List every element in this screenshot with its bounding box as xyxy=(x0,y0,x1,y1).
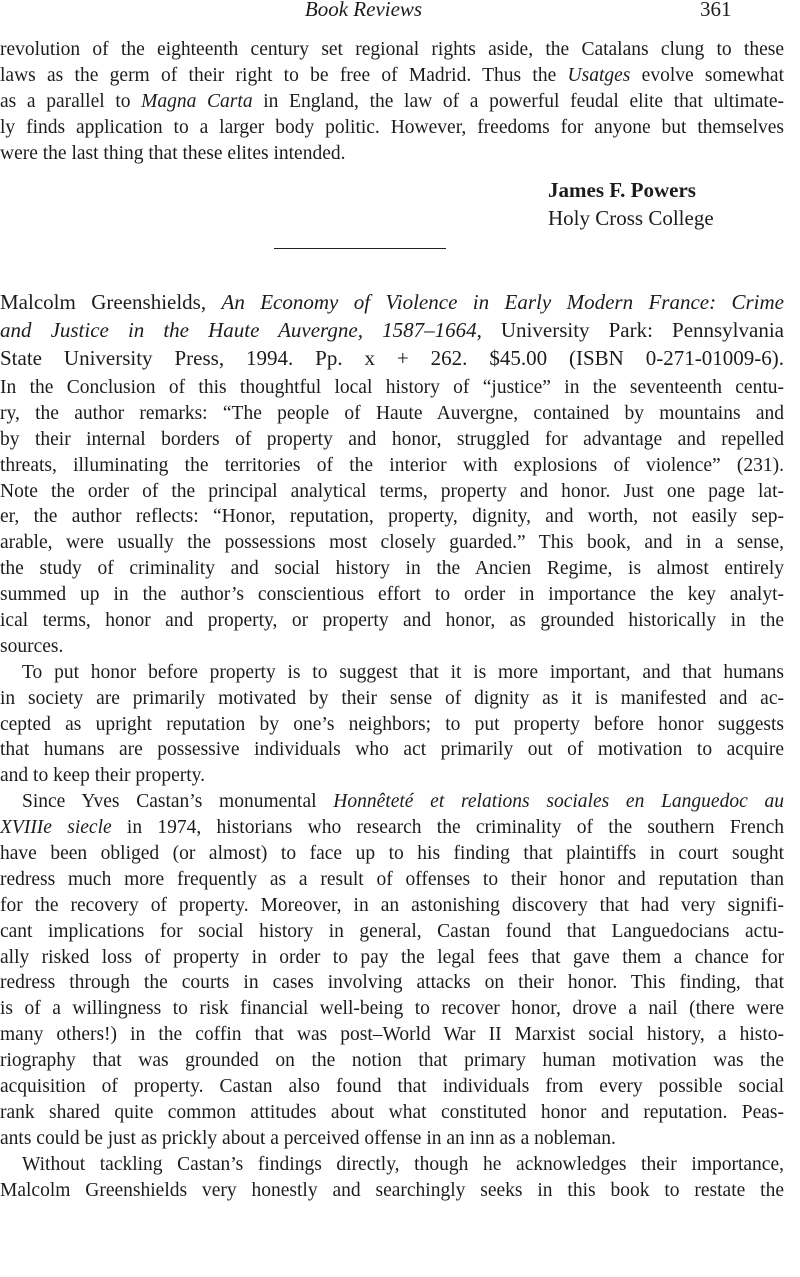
running-header xyxy=(0,0,800,24)
text-run: sources. xyxy=(0,635,64,657)
review-body-line xyxy=(0,945,784,971)
review-body xyxy=(0,375,784,1204)
review-body-line xyxy=(0,530,784,556)
text-run: State University Press, 1994. Pp. x + 262. $45.00 (ISBN 0-271-01009-6). xyxy=(0,346,784,370)
text-run: Malcolm Greenshields very honestly and searchingly seeks in this book to restate the xyxy=(0,1179,784,1201)
text-run: ry, the author remarks: “The people of Haute Auvergne, contained by mountains and xyxy=(0,402,784,424)
previous-review-ending xyxy=(0,37,784,166)
review-body-line xyxy=(0,479,784,505)
review-body-line xyxy=(0,686,784,712)
text-run: in 1974, historians who research the criminality of the southern French xyxy=(111,817,784,839)
text-run: revolution of the eighteenth century set regional rights aside, the Catalans clung to these xyxy=(0,39,784,60)
italic-title: XVIIIe siecle xyxy=(0,817,112,839)
text-run: many others!) in the coffin that was post–World War II Marxist social history, a histo- xyxy=(0,1024,784,1046)
review-body-line xyxy=(0,660,784,686)
text-run: er, the author reflects: “Honor, reputation, property, dignity, and worth, not easily sep- xyxy=(0,506,784,528)
review-body-line xyxy=(0,375,784,401)
prev-review-line xyxy=(0,115,784,141)
running-title: Book Reviews xyxy=(304,0,423,21)
italic-title: and Justice in the Haute Auvergne, 1587–1664, xyxy=(0,318,482,342)
text-run: by their internal borders of property and honor, struggled for advantage and repelled xyxy=(0,428,784,450)
citation-line xyxy=(0,344,784,372)
text-run: and to keep their property. xyxy=(0,765,206,787)
reviewer-affiliation: Holy Cross College xyxy=(548,206,714,230)
italic-title: Usatges xyxy=(567,64,631,86)
text-run: in society are primarily motivated by their sense of dignity as it is manifested and ac- xyxy=(0,687,784,709)
review-body-line xyxy=(0,789,784,815)
text-run: Without tackling Castan’s findings directly, though he acknowledges their importance, xyxy=(22,1153,784,1175)
review-body-line xyxy=(0,401,784,427)
italic-title: An Economy of Violence in Early Modern France: Crime xyxy=(221,290,784,314)
text-run: Since Yves Castan’s monumental xyxy=(22,791,334,813)
review-body-line xyxy=(0,815,784,841)
text-run: that humans are possessive individuals who act primarily out of motivation to acquire xyxy=(0,739,784,761)
review-body-line xyxy=(0,763,784,789)
text-run: riography that was grounded on the notion that primary human motivation was the xyxy=(0,1050,784,1072)
review-body-line xyxy=(0,504,784,530)
prev-review-line xyxy=(0,141,784,167)
text-run: Note the order of the principal analytical terms, property and honor. Just one page lat- xyxy=(0,480,784,502)
text-run: cant implications for social history in general, Castan found that Languedocians actu- xyxy=(0,920,784,942)
review-body-line xyxy=(0,712,784,738)
text-run: threats, illuminating the territories of the interior with explosions of violence” (231). xyxy=(0,454,784,476)
review-body-line xyxy=(0,1126,784,1152)
text-run: arable, were usually the possessions most closely guarded.” This book, and in a sense, xyxy=(0,532,784,554)
text-run: laws as the germ of their right to be free of Madrid. Thus the xyxy=(0,64,568,86)
review-body-line xyxy=(0,893,784,919)
review-body-line xyxy=(0,634,784,660)
text-run: redress through the courts in cases involving attacks on their honor. This finding, that xyxy=(0,972,784,994)
italic-title: Honnêteté et relations sociales en Languedoc au xyxy=(333,791,784,813)
citation-line xyxy=(0,288,784,316)
text-run: Malcolm Greenshields, xyxy=(0,290,222,314)
review-body-line xyxy=(0,919,784,945)
review-body-line xyxy=(0,582,784,608)
text-run: evolve somewhat xyxy=(630,64,784,86)
section-divider xyxy=(274,248,446,249)
text-run: ants could be just as prickly about a perceived offense in an inn as a nobleman. xyxy=(0,1127,616,1149)
text-run: is of a willingness to risk financial well-being to recover honor, drove a nail (there were xyxy=(0,998,784,1020)
review-body-line xyxy=(0,996,784,1022)
prev-review-line xyxy=(0,63,784,89)
review-body-line xyxy=(0,737,784,763)
text-run: University Park: Pennsylvania xyxy=(481,318,784,342)
prev-review-line xyxy=(0,89,784,115)
text-run: the study of criminality and social history in the Ancien Regime, is almost entirely xyxy=(0,558,784,580)
review-body-line xyxy=(0,867,784,893)
text-run: for the recovery of property. Moreover, in an astonishing discovery that had very signifi- xyxy=(0,894,784,916)
text-run: as a parallel to xyxy=(0,90,142,112)
text-run: rank shared quite common attitudes about what constituted honor and reputation. Peas- xyxy=(0,1101,784,1123)
reviewer-name: James F. Powers xyxy=(548,178,696,202)
book-citation xyxy=(0,288,784,372)
review-body-line xyxy=(0,1022,784,1048)
review-body-line xyxy=(0,1178,784,1204)
text-run: ly finds application to a larger body politic. However, freedoms for anyone but themselves xyxy=(0,116,784,138)
text-run: redress much more frequently as a result of offenses to their honor and reputation than xyxy=(0,868,784,890)
review-body-line xyxy=(0,608,784,634)
review-body-line xyxy=(0,1152,784,1178)
page-number: 361 xyxy=(700,0,732,21)
review-body-line xyxy=(0,556,784,582)
text-run: cepted as upright reputation by one’s neighbors; to put property before honor suggests xyxy=(0,713,784,735)
text-run: In the Conclusion of this thoughtful local history of “justice” in the seventeenth centu- xyxy=(0,377,784,398)
review-body-line xyxy=(0,970,784,996)
review-body-line xyxy=(0,841,784,867)
review-body-line xyxy=(0,453,784,479)
review-body-line xyxy=(0,1074,784,1100)
prev-review-line xyxy=(0,37,784,63)
text-run: summed up in the author’s conscientious effort to order in importance the key analyt- xyxy=(0,584,784,606)
citation-line xyxy=(0,316,784,344)
text-run: were the last thing that these elites intended. xyxy=(0,142,346,164)
text-run: in England, the law of a powerful feudal elite that ultimate- xyxy=(252,90,784,112)
italic-title: Magna Carta xyxy=(141,90,253,112)
text-run: To put honor before property is to suggest that it is more important, and that humans xyxy=(22,661,784,683)
text-run: ical terms, honor and property, or property and honor, as grounded historically in the xyxy=(0,610,784,632)
review-body-line xyxy=(0,427,784,453)
text-run: ally risked loss of property in order to pay the legal fees that gave them a chance for xyxy=(0,946,784,968)
text-run: have been obliged (or almost) to face up to his finding that plaintiffs in court sought xyxy=(0,843,784,865)
review-body-line xyxy=(0,1100,784,1126)
text-run: acquisition of property. Castan also found that individuals from every possible social xyxy=(0,1076,784,1098)
review-body-line xyxy=(0,1048,784,1074)
